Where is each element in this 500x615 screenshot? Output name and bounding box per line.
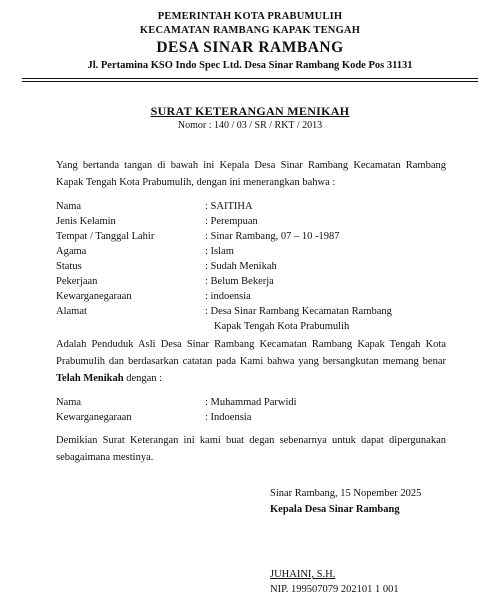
letterhead-divider-thick (22, 78, 478, 79)
intro-paragraph: Yang bertanda tangan di bawah ini Kepala Desa Sinar Rambang Kecamatan Rambang Kapak Tengah Kota Prabumulih, dengan ini menerangkan bahwa : (56, 160, 446, 188)
field-label: Status (56, 261, 82, 272)
field-label: Nama (56, 201, 82, 212)
closing-paragraph: Demikian Surat Keterangan ini kami buat degan sebenarnya untuk dapat dipergunakan sebagaimana mestinya. (56, 435, 446, 463)
field-label: Kewarganegaraan (56, 291, 132, 302)
signature-name: JUHAINI, S.H. (270, 569, 336, 580)
field-value: : Perempuan (205, 216, 258, 227)
field-value: : Muhammad Parwidi (205, 397, 297, 408)
field-value: : Sudah Menikah (205, 261, 277, 272)
letterhead-district: KECAMATAN RAMBANG KAPAK TENGAH (139, 25, 361, 36)
field-value: : SAITIHA (205, 201, 253, 212)
middle-tail: dengan : (123, 373, 163, 384)
field-value: : Indoensia (205, 412, 252, 423)
letter-title: SURAT KETERANGAN MENIKAH (150, 104, 350, 118)
field-label: Nama (56, 397, 82, 408)
field-label: Tempat / Tanggal Lahir (56, 231, 155, 242)
signature-place-date: Sinar Rambang, 15 Nopember 2025 (270, 488, 422, 499)
field-value: : Sinar Rambang, 07 – 10 -1987 (205, 231, 340, 242)
middle-text: Adalah Penduduk Asli Desa Sinar Rambang Kecamatan Rambang Kapak Tengah Kota Prabumulih dan berdasarkan catatan pada Kami bahwa yang bersangkutan memang benar (56, 339, 446, 367)
field-label: Agama (56, 246, 87, 257)
field-value: : Belum Bekerja (205, 276, 274, 287)
letterhead-village: DESA SINAR RAMBANG (156, 39, 344, 56)
signature-position: Kepala Desa Sinar Rambang (270, 504, 400, 515)
field-label: Pekerjaan (56, 276, 98, 287)
field-value: : indoensia (205, 291, 251, 302)
middle-emphasis: Telah Menikah (56, 373, 124, 384)
letter-number: Nomor : 140 / 03 / SR / RKT / 2013 (177, 120, 323, 131)
letterhead-government: PEMERINTAH KOTA PRABUMULIH (157, 11, 343, 22)
field-label: Jenis Kelamin (56, 216, 116, 227)
letterhead-address: Jl. Pertamina KSO Indo Spec Ltd. Desa Sinar Rambang Kode Pos 31131 (87, 60, 413, 71)
field-label: Alamat (56, 306, 87, 317)
field-value: : Desa Sinar Rambang Kecamatan Rambang (205, 306, 392, 317)
field-label: Kewarganegaraan (56, 412, 132, 423)
letterhead (0, 10, 500, 74)
field-value-continued: Kapak Tengah Kota Prabumulih (214, 321, 350, 332)
field-value: : Islam (205, 246, 234, 257)
letterhead-divider-thin (22, 81, 478, 82)
signature-nip: NIP. 199507079 202101 1 001 (270, 584, 399, 595)
middle-paragraph (56, 336, 446, 387)
